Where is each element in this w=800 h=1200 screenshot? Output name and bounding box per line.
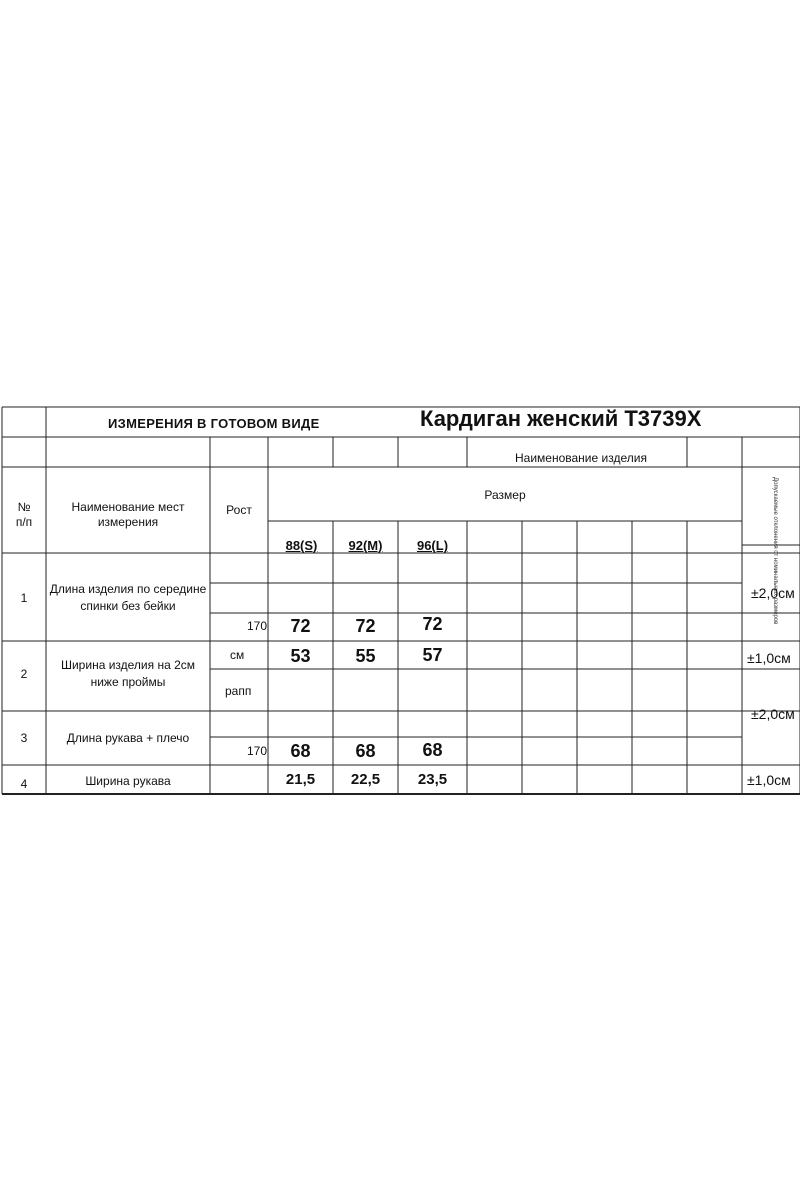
product-title: Кардиган женский Т3739Х xyxy=(420,406,702,431)
row-3-number: 3 xyxy=(20,731,28,745)
column-number-header: № п/п xyxy=(15,500,33,529)
row-4-tolerance: ±1,0см xyxy=(747,772,791,788)
column-height-header: Рост xyxy=(226,503,252,517)
size-header-l: 96(L) xyxy=(416,538,449,553)
row-2-tolerance: ±1,0см xyxy=(747,650,791,666)
column-size-group-header: Размер xyxy=(484,488,526,502)
size-header-m: 92(M) xyxy=(348,538,383,553)
row-1-value-m: 72 xyxy=(355,616,376,636)
measurement-table xyxy=(0,405,800,795)
row-1-height: 170 xyxy=(247,619,268,633)
row-2-height-rapp: рапп xyxy=(225,684,252,698)
row-3-height: 170 xyxy=(247,744,268,758)
column-place-header: Наименование мест измерения xyxy=(71,500,185,529)
row-3-name: Длина рукава + плечо xyxy=(66,731,190,745)
row-1-value-l: 72 xyxy=(422,614,443,634)
row-2-value-s: 53 xyxy=(290,646,311,666)
product-name-label: Наименование изделия xyxy=(515,451,647,465)
row-2-name: Ширина изделия на 2см ниже проймы xyxy=(60,658,196,689)
row-2-number: 2 xyxy=(20,667,28,681)
row-3-tolerance: ±2,0см xyxy=(751,706,795,722)
section-title: ИЗМЕРЕНИЯ В ГОТОВОМ ВИДЕ xyxy=(108,416,320,431)
row-3-value-l: 68 xyxy=(422,740,443,760)
row-2-value-l: 57 xyxy=(422,645,443,665)
row-3-value-m: 68 xyxy=(355,741,376,761)
size-header-s: 88(S) xyxy=(285,538,318,553)
tolerance-vertical-header: Допускаемые отклонения от номинальных размеров xyxy=(772,477,778,625)
row-1-value-s: 72 xyxy=(290,616,311,636)
row-4-value-l: 23,5 xyxy=(417,771,448,788)
row-3-value-s: 68 xyxy=(290,741,311,761)
row-1-name: Длина изделия по середине спинки без бейки xyxy=(49,582,207,613)
row-2-value-m: 55 xyxy=(355,646,376,666)
row-4-name: Ширина рукава xyxy=(85,774,171,788)
row-1-tolerance: ±2,0см xyxy=(751,585,795,601)
row-4-value-m: 22,5 xyxy=(350,771,381,788)
row-1-number: 1 xyxy=(20,591,28,605)
row-2-unit: см xyxy=(230,648,245,662)
row-4-number: 4 xyxy=(20,777,28,791)
row-4-value-s: 21,5 xyxy=(285,771,316,788)
